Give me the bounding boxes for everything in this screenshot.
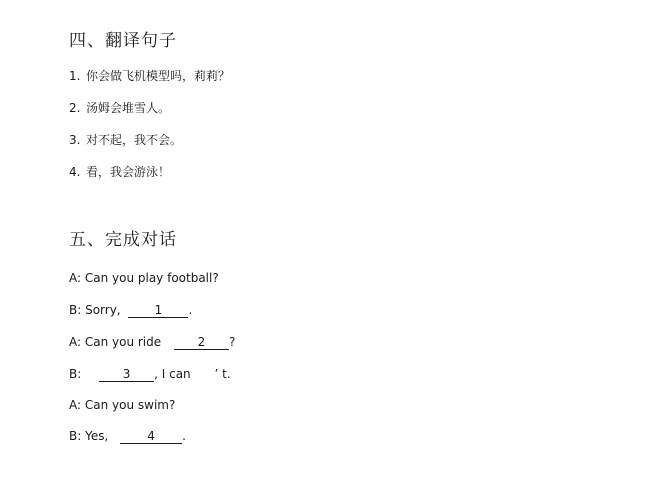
translation-item-1 [69,68,230,84]
dialogue-text: A: Can you play football? [69,271,219,285]
item-number: 1. [69,69,81,83]
dialogue-punct: . [182,429,186,443]
dialogue-text: A: Can you ride [69,335,162,349]
section-5-heading: 五、完成对话 [69,230,177,250]
dialogue-text: ’ t. [214,367,231,381]
dialogue-text: A: Can you swim? [69,398,176,412]
item-text: 看，我会游泳！ [86,165,171,179]
item-number: 4. [69,165,81,179]
item-number: 3. [69,133,81,147]
item-number: 2. [69,101,81,115]
dialogue-text: B: Sorry, [69,303,121,317]
answer-blank-2[interactable]: 2 [174,336,229,350]
translation-item-4 [69,164,170,180]
dialogue-punct: ? [228,335,236,349]
dialogue-line-3 [69,334,235,350]
answer-blank-1[interactable]: 1 [128,304,188,318]
dialogue-line-1 [69,270,219,286]
translation-item-3 [69,132,182,148]
item-text: 你会做飞机模型吗，莉莉？ [86,69,231,83]
dialogue-line-5 [69,397,175,413]
item-text: 对不起，我不会。 [86,133,183,147]
dialogue-line-2 [69,302,192,318]
answer-blank-4[interactable]: 4 [120,430,182,444]
dialogue-text: B: Yes, [69,429,109,443]
translation-item-2 [69,100,170,116]
dialogue-punct: . [188,303,193,317]
answer-blank-3[interactable]: 3 [99,368,154,382]
dialogue-line-4 [69,366,231,382]
item-text: 汤姆会堆雪人。 [86,101,171,115]
dialogue-text: , I can [154,367,191,381]
dialogue-line-6 [69,428,186,444]
dialogue-text: B: [69,367,82,381]
section-4-heading: 四、翻译句子 [69,31,177,51]
